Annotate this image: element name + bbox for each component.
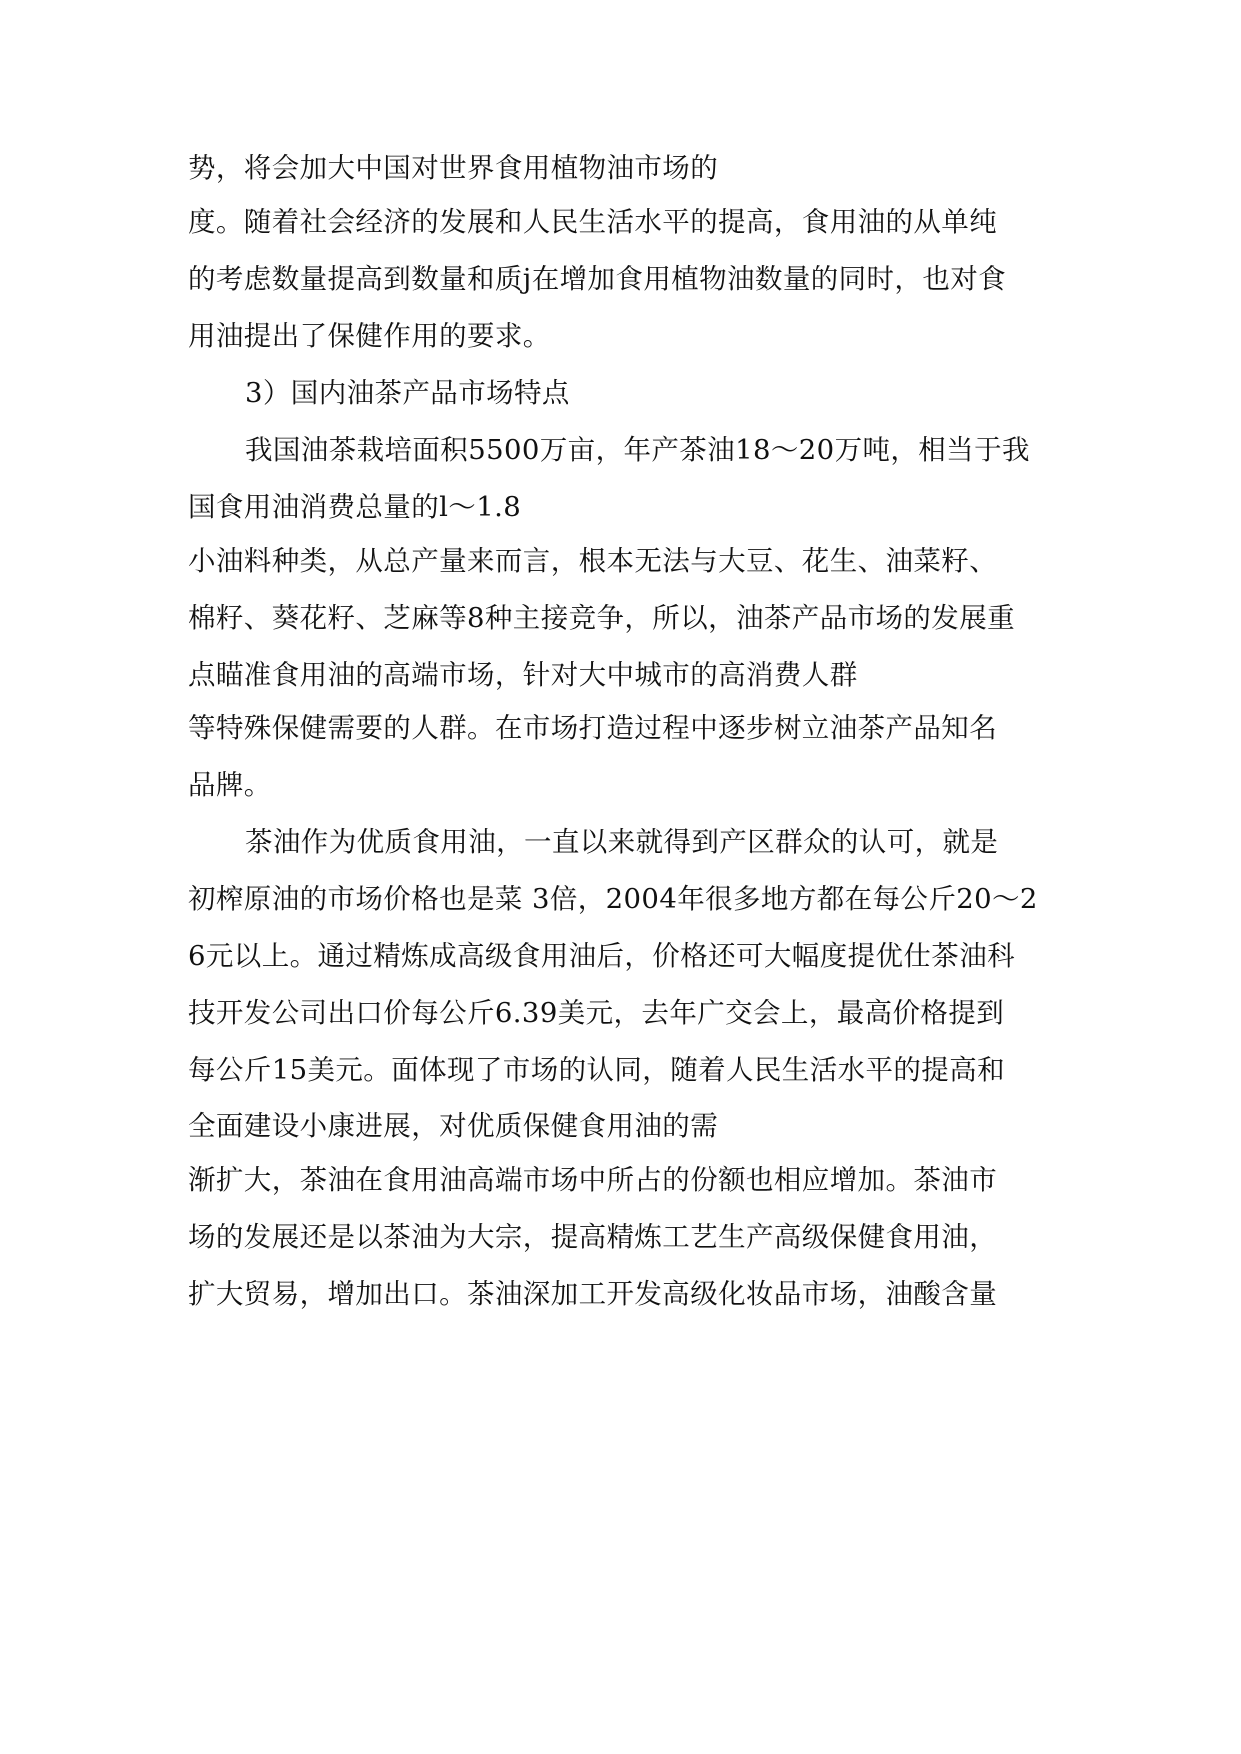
text-line-20: 场的发展还是以茶油为大宗，提高精炼工艺生产高级保健食用油，: [188, 1221, 998, 1253]
text-line-19: 渐扩大，茶油在食用油高端市场中所占的份额也相应增加。茶油市: [188, 1164, 998, 1196]
text-line-2: 度。随着社会经济的发展和人民生活水平的提高，食用油的从单纯: [188, 206, 998, 238]
text-line-9: 棉籽、葵花籽、芝麻等8种主接竞争，所以，油茶产品市场的发展重: [188, 602, 1015, 634]
text-line-16: 技开发公司出口价每公斤6.39美元，去年广交会上，最高价格提到: [188, 997, 1005, 1029]
text-line-1: 势，将会加大中国对世界食用植物油市场的: [188, 152, 719, 184]
text-line-6: 我国油茶栽培面积5500万亩，年产茶油18～20万吨，相当于我: [245, 434, 1030, 466]
text-line-12: 品牌。: [188, 769, 272, 801]
text-line-11: 等特殊保健需要的人群。在市场打造过程中逐步树立油茶产品知名: [188, 712, 998, 744]
text-line-7: 国食用油消费总量的l～1.8: [188, 491, 522, 523]
text-line-17: 每公斤15美元。面体现了市场的认同，随着人民生活水平的提高和: [188, 1054, 1005, 1086]
text-line-4: 用油提出了保健作用的要求。: [188, 320, 551, 352]
text-line-8: 小油料种类，从总产量来而言，根本无法与大豆、花生、油菜籽、: [188, 545, 998, 577]
section-heading: 3）国内油茶产品市场特点: [245, 377, 570, 409]
text-line-3: 的考虑数量提高到数量和质j在增加食用植物油数量的同时，也对食: [188, 263, 1007, 295]
text-line-13: 茶油作为优质食用油，一直以来就得到产区群众的认可，就是: [245, 826, 999, 858]
text-line-15: 6元以上。通过精炼成高级食用油后，价格还可大幅度提优仕茶油科: [188, 940, 1015, 972]
text-line-21: 扩大贸易，增加出口。茶油深加工开发高级化妆品市场，油酸含量: [188, 1278, 998, 1310]
text-line-14: 初榨原油的市场价格也是菜 3倍，2004年很多地方都在每公斤20～2: [188, 883, 1038, 915]
text-line-10: 点瞄准食用油的高端市场，针对大中城市的高消费人群: [188, 659, 858, 691]
text-line-18: 全面建设小康进展，对优质保健食用油的需: [188, 1110, 719, 1142]
